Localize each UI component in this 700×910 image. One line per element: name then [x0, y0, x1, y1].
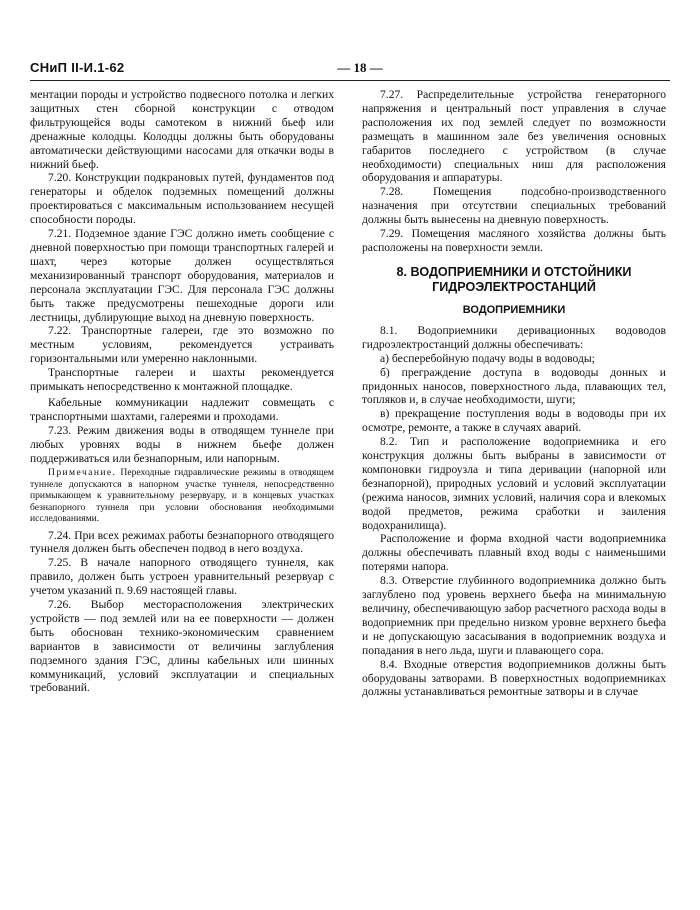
left-column — [30, 88, 334, 695]
paragraph-continued: ментации породы и устройство подвесного потолка и легких защитных стен сборной конструкции с отводом фильтрующейся воды самотеком в нижний бьеф или дренажные колодцы. Колодцы должны быть оборудованы автоматически действующими насосами для откачки воды в нижний бьеф. — [30, 88, 334, 171]
clause-8-3: 8.3. Отверстие глубинного водоприемника должно быть заглублено под уровень верхнего бьефа на минимальную величину, обеспечивающую забор расчетного расхода воды в водоприемник при предельно низком уровне верхнего бьефа и не допускающую засасывания в водоприемник воздуха и попадания в него льда, шуги и плавающего сора. — [362, 574, 666, 657]
clause-7-23: 7.23. Режим движения воды в отводящем туннеле при любых уровнях воды в нижнем бьефе должен поддерживаться или безнапорным, или напорным. — [30, 423, 334, 465]
clause-8-2-paragraph-2: Расположение и форма входной части водоприемника должны обеспечивать плавный вход воды с наименьшими потерями напора. — [362, 532, 666, 574]
clause-8-4: 8.4. Входные отверстия водоприемников должны быть оборудованы затворами. В поверхностных водоприемниках должны устанавливаться ремонтные затворы и в случае — [362, 657, 666, 699]
note-body: Переходные гидравлические режимы в отводящем туннеле допускаются в напорном участке туннеля, непосредственно примыкающем к уравнительному резервуару, и в концевых участках безнапорного туннеля при условии обоснования необходимыми исследованиями. — [30, 467, 334, 525]
page-header — [30, 58, 670, 80]
clause-7-28: 7.28. Помещения подсобно-производственного назначения при отсутствии специальных требований должны быть вынесены на дневную поверхность. — [362, 185, 666, 227]
header-rule — [30, 80, 670, 81]
list-item-a: а) бесперебойную подачу воды в водоводы; — [380, 351, 595, 365]
clause-7-26: 7.26. Выбор месторасположения электрических устройств — под землей или на ее поверхности — должен быть обоснован технико-экономическим сравнением вариантов в зависимости от величины заглубления подземного здания ГЭС, длины кабельных или шинных коммуникаций, условий эксплуатации и специальных требований. — [30, 598, 334, 695]
document-code: СНиП II-И.1-62 — [30, 60, 125, 75]
note — [30, 467, 334, 524]
clause-7-22-paragraph-2: Транспортные галереи и шахты рекомендуется примыкать непосредственно к монтажной площадке. — [30, 366, 334, 394]
clause-7-25: 7.25. В начале напорного отводящего туннеля, как правило, должен быть устроен уравнительный резервуар с учетом указаний п. 9.69 настоящей главы. — [30, 556, 334, 598]
clause-8-1: 8.1. Водоприемники деривационных водоводов гидроэлектростанций должны обеспечивать: — [362, 323, 666, 351]
clause-8-2: 8.2. Тип и расположение водоприемника и его конструкция должны быть выбраны в зависимости от компоновки гидроузла и типа деривации (напорной или безнапорной), природных условий и условий эксплуатации (режима наносов, зимних условий, наличия сора и влекомых водой предметов, режима сработки и заиления водохранилища). — [362, 435, 666, 532]
subsection-title: ВОДОПРИЕМНИКИ — [462, 303, 566, 316]
list-item-c: в) прекращение поступления воды в водоводы при их осмотре, ремонте, а также в случаях аварий. — [362, 407, 666, 435]
list-item-b: б) преграждение доступа в водоводы донных и придонных наносов, поверхностного льда, плавающих тел, топляков и, в случае необходимости, шуги; — [362, 365, 666, 407]
section-title: 8. ВОДОПРИЕМНИКИ И ОТСТОЙНИКИ ГИДРОЭЛЕКТРОСТАНЦИЙ — [396, 264, 632, 294]
clause-7-20: 7.20. Конструкции подкрановых путей, фундаментов под генераторы и обделок подземных помещений должны проектироваться с максимальным использованием несущей способности породы. — [30, 171, 334, 227]
clause-7-29: 7.29. Помещения масляного хозяйства должны быть расположены на поверхности земли. — [362, 227, 666, 254]
note-heading: Примечание. — [48, 467, 117, 479]
right-column — [362, 88, 666, 699]
clause-7-21: 7.21. Подземное здание ГЭС должно иметь сообщение с дневной поверхностью при помощи транспортных галерей и шахт, через которые должен осуществляться механизированный транспорт оборудования, материалов и персонала эксплуатации ГЭС. Для персонала ГЭС должны быть также предусмотрены пешеходные дороги или лестницы, дублирующие выход на дневную поверхность. — [30, 227, 334, 324]
page-number: — 18 — — [337, 60, 383, 75]
clause-7-22-paragraph-3: Кабельные коммуникации надлежит совмещать с транспортными шахтами, галереями и проходами. — [30, 395, 334, 423]
clause-7-22: 7.22. Транспортные галереи, где это возможно по местным условиям, рекомендуется устраивать горизонтальными или умеренно наклонными. — [30, 324, 334, 366]
clause-7-24: 7.24. При всех режимах работы безнапорного отводящего туннеля должен быть обеспечен подвод в него воздуха. — [30, 528, 334, 556]
clause-7-27: 7.27. Распределительные устройства генераторного напряжения и центральный пост управления в случае расположения их под землей следует по возможности размещать в машинном зале без увеличения основных габаритов последнего с устройством (в случае необходимости) специальных ниш для расположения оборудования и аппаратуры. — [362, 88, 666, 185]
